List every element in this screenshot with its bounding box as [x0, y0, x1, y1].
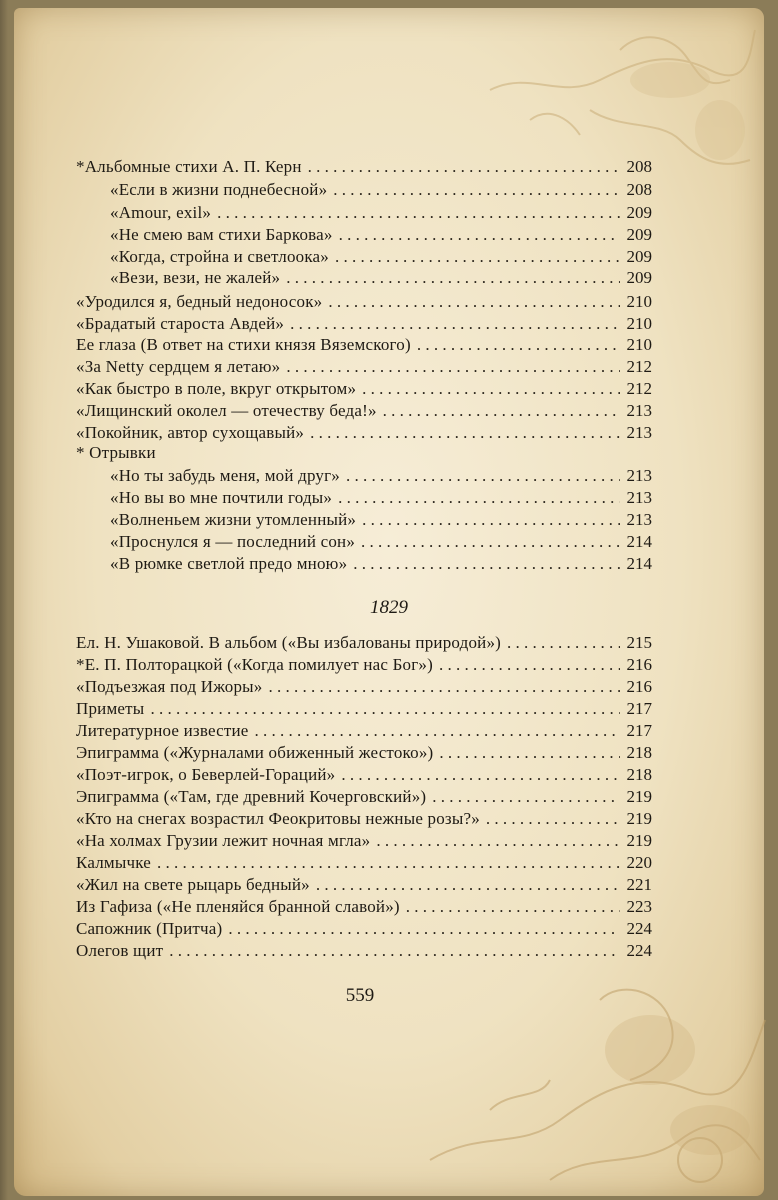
toc-page: 209 — [626, 268, 652, 287]
leader-dots — [335, 247, 620, 267]
leader-dots — [157, 853, 620, 873]
leader-dots — [286, 357, 620, 377]
leader-dots — [339, 225, 620, 245]
toc-entry — [110, 510, 652, 532]
toc-title: Литературное известие — [76, 721, 249, 740]
toc-entry — [110, 225, 652, 247]
toc-page: 209 — [626, 203, 652, 222]
toc-title: «Лищинский околел — отечеству беда!» — [76, 401, 377, 420]
toc-title: «Когда, стройна и светлоока» — [110, 247, 329, 266]
toc-entry — [76, 379, 652, 401]
toc-page: 219 — [626, 787, 652, 806]
toc-title: Эпиграмма («Журналами обиженный жестоко») — [76, 743, 434, 762]
toc-page: 213 — [626, 423, 652, 442]
leader-dots — [432, 787, 620, 807]
toc-entry — [76, 919, 652, 941]
toc-page: 214 — [626, 554, 652, 573]
toc-entry — [110, 532, 652, 554]
toc-title: «Как быстро в поле, вкруг открытом» — [76, 379, 357, 398]
toc-title: «Amour, exil» — [110, 203, 212, 222]
leader-dots — [338, 488, 620, 508]
toc-entry — [110, 180, 652, 202]
toc-entry — [110, 488, 652, 510]
leader-dots — [316, 875, 620, 895]
toc-page: 209 — [626, 225, 652, 244]
toc-entry — [76, 357, 652, 379]
toc-title: «Кто на снегах возрастил Феокритовы нежные розы?» — [76, 809, 480, 828]
toc-page: 213 — [626, 510, 652, 529]
leader-dots — [150, 699, 620, 719]
toc-title: «Поэт-игрок, о Беверлей-Гораций» — [76, 765, 336, 784]
toc-title: Калмычке — [76, 853, 152, 872]
toc-entry — [76, 765, 652, 787]
toc-page: 224 — [626, 919, 652, 938]
leader-dots — [486, 809, 620, 829]
leader-dots — [308, 157, 620, 177]
toc-title: «Уродился я, бедный недоносок» — [76, 292, 323, 311]
toc-title: Сапожник (Притча) — [76, 919, 223, 938]
toc-title: Ел. Н. Ушаковой. В альбом («Вы избалованы природой») — [76, 633, 502, 652]
toc-title: Приметы — [76, 699, 145, 718]
toc-entry — [76, 655, 652, 677]
toc-page: 212 — [626, 357, 652, 376]
toc-title: *Альбомные стихи А. П. Керн — [76, 157, 302, 176]
toc-title: «На холмах Грузии лежит ночная мгла» — [76, 831, 371, 850]
toc-title: «Волненьем жизни утомленный» — [110, 510, 357, 529]
toc-entry — [76, 941, 652, 963]
leader-dots — [169, 941, 620, 961]
leader-dots — [417, 335, 620, 355]
toc-page: 219 — [626, 809, 652, 828]
leader-dots — [362, 510, 620, 530]
leader-dots — [406, 897, 620, 917]
toc-entry — [76, 853, 652, 875]
leader-dots — [217, 203, 620, 223]
toc-entry — [76, 292, 652, 314]
toc-page: 210 — [626, 292, 652, 311]
toc-entry — [76, 633, 652, 655]
leader-dots — [353, 554, 620, 574]
leader-dots — [376, 831, 620, 851]
toc-entry — [76, 699, 652, 721]
leader-dots — [333, 180, 620, 200]
toc-title: «Но ты забудь меня, мой друг» — [110, 466, 340, 485]
toc-title: «Покойник, автор сухощавый» — [76, 423, 305, 442]
leader-dots — [439, 743, 620, 763]
toc-page: 214 — [626, 532, 652, 551]
toc-entry — [76, 314, 652, 336]
toc-page: 213 — [626, 488, 652, 507]
leader-dots — [286, 268, 620, 288]
toc-entry — [76, 787, 652, 809]
leader-dots — [310, 423, 620, 443]
leader-dots — [361, 532, 620, 552]
toc-page: 215 — [626, 633, 652, 652]
toc-entry — [110, 268, 652, 290]
leader-dots — [341, 765, 620, 785]
toc-title: «Подъезжая под Ижоры» — [76, 677, 263, 696]
toc-page: 223 — [626, 897, 652, 916]
toc-entry — [76, 809, 652, 831]
leader-dots — [290, 314, 620, 334]
toc-title: Из Гафиза («Не пленяйся бранной славой») — [76, 897, 400, 916]
toc-title: Ее глаза (В ответ на стихи князя Вяземского) — [76, 335, 411, 354]
toc-page: 213 — [626, 466, 652, 485]
toc-page: 221 — [626, 875, 652, 894]
page-number: 559 — [345, 985, 375, 1006]
leader-dots — [346, 466, 620, 486]
toc-page: 218 — [626, 765, 652, 784]
toc-title: «За Netty сердцем я летаю» — [76, 357, 281, 376]
toc-title: «Брадатый староста Авдей» — [76, 314, 285, 333]
toc-entry — [110, 554, 652, 576]
toc-page: 224 — [626, 941, 652, 960]
toc-page: 218 — [626, 743, 652, 762]
leader-dots — [255, 721, 620, 741]
toc-page: 216 — [626, 655, 652, 674]
toc-entry — [76, 423, 652, 445]
toc-entry — [76, 875, 652, 897]
year-heading: 1829 — [370, 597, 408, 618]
toc-entry — [76, 743, 652, 765]
toc-page: 213 — [626, 401, 652, 420]
leader-dots — [507, 633, 620, 653]
toc-title: «Но вы во мне почтили годы» — [110, 488, 333, 507]
toc-title: *Е. П. Полторацкой («Когда помилует нас Бог») — [76, 655, 433, 674]
toc-title: Эпиграмма («Там, где древний Кочерговский») — [76, 787, 427, 806]
toc-entry — [76, 897, 652, 919]
toc-entry — [76, 401, 652, 423]
leader-dots — [328, 292, 620, 312]
toc-page: 217 — [626, 721, 652, 740]
toc-entry — [110, 466, 652, 488]
toc-page: 210 — [626, 335, 652, 354]
toc-page: 220 — [626, 853, 652, 872]
toc-title: «В рюмке светлой предо мною» — [110, 554, 348, 573]
toc-section-heading — [76, 443, 652, 465]
toc-entry — [76, 721, 652, 743]
toc-page: 216 — [626, 677, 652, 696]
toc-page: 217 — [626, 699, 652, 718]
toc-page: 208 — [626, 157, 652, 176]
toc-entry — [110, 247, 652, 269]
leader-dots — [228, 919, 620, 939]
toc-title: * Отрывки — [76, 443, 156, 462]
leader-dots — [268, 677, 620, 697]
leader-dots — [439, 655, 620, 675]
toc-page: 212 — [626, 379, 652, 398]
leader-dots — [383, 401, 620, 421]
leader-dots — [362, 379, 620, 399]
toc-entry — [110, 203, 652, 225]
toc-page: 208 — [626, 180, 652, 199]
toc-title: Олегов щит — [76, 941, 164, 960]
toc-page: 209 — [626, 247, 652, 266]
toc-entry — [76, 677, 652, 699]
toc-entry — [76, 157, 652, 179]
toc-entry — [76, 831, 652, 853]
toc-title: «Если в жизни поднебесной» — [110, 180, 328, 199]
toc-title: «Не смею вам стихи Баркова» — [110, 225, 333, 244]
toc-page: 210 — [626, 314, 652, 333]
toc-title: «Жил на свете рыцарь бедный» — [76, 875, 310, 894]
toc-title: «Проснулся я — последний сон» — [110, 532, 356, 551]
toc-entry — [76, 335, 652, 357]
toc-page: 219 — [626, 831, 652, 850]
toc-title: «Вези, вези, не жалей» — [110, 268, 281, 287]
